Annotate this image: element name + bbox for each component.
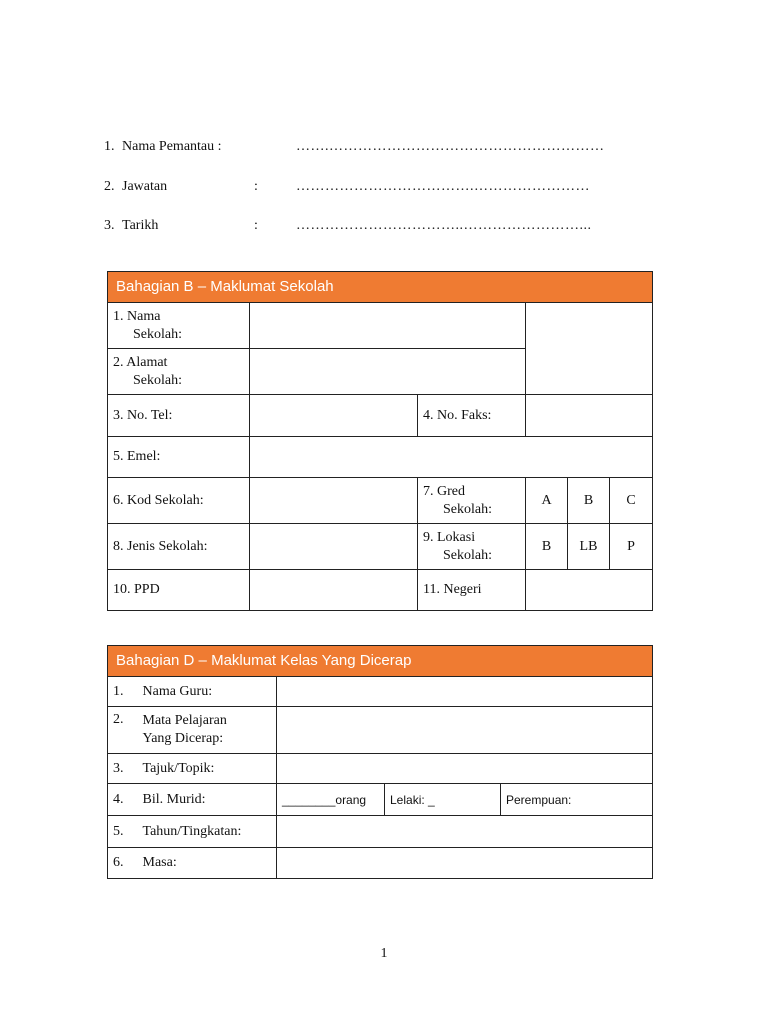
input-bil-murid-perempuan[interactable]: Perempuan: <box>501 784 653 816</box>
input-tajuk-topik[interactable] <box>277 754 653 784</box>
option-gred-a[interactable]: A <box>526 478 568 524</box>
input-mata-pelajaran[interactable] <box>277 707 653 754</box>
label-nama-sekolah: 1. Nama Sekolah: <box>108 303 250 349</box>
input-no-faks[interactable] <box>526 395 653 437</box>
section-b-title: Bahagian B – Maklumat Sekolah <box>108 272 653 303</box>
field-colon: : <box>254 179 258 194</box>
row-number: 5. <box>108 816 138 848</box>
input-no-tel[interactable] <box>250 395 418 437</box>
field-label: Nama Pemantau : <box>122 139 222 154</box>
option-lokasi-lb[interactable]: LB <box>568 524 610 570</box>
row-number: 3. <box>108 754 138 784</box>
input-bil-murid-lelaki[interactable]: Lelaki: _ <box>385 784 501 816</box>
input-jenis-sekolah[interactable] <box>250 524 418 570</box>
field-dotted-line[interactable]: …….………………………………………………… <box>296 139 605 154</box>
label-lokasi-sekolah: 9. Lokasi Sekolah: <box>418 524 526 570</box>
input-alamat-sekolah[interactable] <box>250 349 526 395</box>
input-kod-sekolah[interactable] <box>250 478 418 524</box>
label-kod-sekolah: 6. Kod Sekolah: <box>108 478 250 524</box>
row-number: 2. <box>108 707 138 754</box>
label-tajuk-topik: Tajuk/Topik: <box>138 754 277 784</box>
label-ppd: 10. PPD <box>108 570 250 611</box>
option-lokasi-b[interactable]: B <box>526 524 568 570</box>
field-number: 2. <box>104 179 115 194</box>
label-masa: Masa: <box>138 848 277 879</box>
label-gred-sekolah: 7. Gred Sekolah: <box>418 478 526 524</box>
option-gred-c[interactable]: C <box>610 478 653 524</box>
field-number: 1. <box>104 139 115 154</box>
label-mata-pelajaran: Mata Pelajaran Yang Dicerap: <box>138 707 277 754</box>
section-d-title: Bahagian D – Maklumat Kelas Yang Dicerap <box>108 646 653 677</box>
option-gred-b[interactable]: B <box>568 478 610 524</box>
school-photo-box[interactable] <box>526 303 653 395</box>
row-number: 4. <box>108 784 138 816</box>
field-label: Jawatan <box>122 179 168 194</box>
row-number: 6. <box>108 848 138 879</box>
label-alamat-sekolah: 2. Alamat Sekolah: <box>108 349 250 395</box>
input-emel[interactable] <box>250 437 653 478</box>
section-b-table <box>107 271 653 611</box>
label-no-faks: 4. No. Faks: <box>418 395 526 437</box>
label-nama-guru: Nama Guru: <box>138 677 277 707</box>
input-nama-guru[interactable] <box>277 677 653 707</box>
input-negeri[interactable] <box>526 570 653 611</box>
label-tahun-tingkatan: Tahun/Tingkatan: <box>138 816 277 848</box>
field-number: 3. <box>104 218 115 233</box>
label-jenis-sekolah: 8. Jenis Sekolah: <box>108 524 250 570</box>
label-emel: 5. Emel: <box>108 437 250 478</box>
input-nama-sekolah[interactable] <box>250 303 526 349</box>
input-masa[interactable] <box>277 848 653 879</box>
label-negeri: 11. Negeri <box>418 570 526 611</box>
section-d-table <box>107 645 653 879</box>
field-label: Tarikh <box>122 218 159 233</box>
input-bil-murid-orang[interactable]: ________orang <box>277 784 385 816</box>
input-ppd[interactable] <box>250 570 418 611</box>
field-dotted-line[interactable]: ……………………………..……………………... <box>296 218 592 233</box>
page-number: 1 <box>380 946 388 961</box>
field-colon: : <box>254 218 258 233</box>
option-lokasi-p[interactable]: P <box>610 524 653 570</box>
field-dotted-line[interactable]: ……………………………….…………………… <box>296 179 590 194</box>
label-bil-murid: Bil. Murid: <box>138 784 277 816</box>
label-no-tel: 3. No. Tel: <box>108 395 250 437</box>
row-number: 1. <box>108 677 138 707</box>
input-tahun-tingkatan[interactable] <box>277 816 653 848</box>
